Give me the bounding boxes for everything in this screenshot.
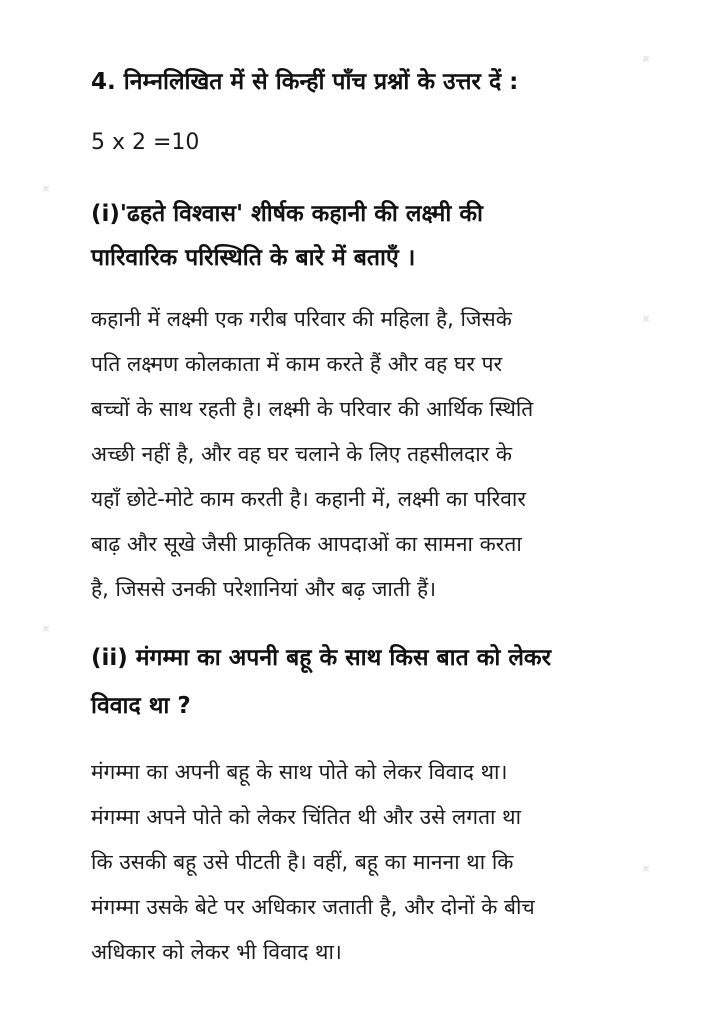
- answer-2-line-1: मंगम्मा का अपनी बहू के साथ पोते को लेकर विवाद था।: [91, 760, 508, 784]
- marks-scheme: 5 x 2 =10: [91, 130, 200, 155]
- answer-1-line-3: बच्चों के साथ रहती है। लक्ष्मी के परिवार की आर्थिक स्थिति: [91, 397, 534, 421]
- watermark: ✦: [635, 48, 658, 70]
- answer-1-line-5: यहाँ छोटे-मोटे काम करती है। कहानी में, लक्ष्मी का परिवार: [91, 487, 526, 511]
- question-2-line-2: विवाद था ?: [91, 693, 191, 719]
- question-1-line-1: (i)'ढहते विश्वास' शीर्षक कहानी की लक्ष्मी की: [91, 201, 484, 227]
- watermark: ✦: [635, 858, 658, 880]
- answer-2-line-5: अधिकार को लेकर भी विवाद था।: [91, 940, 342, 964]
- answer-1-line-7: है, जिससे उनकी परेशानियां और बढ़ जाती हैं।: [91, 577, 437, 601]
- answer-2-line-4: मंगम्मा उसके बेटे पर अधिकार जताती है, और दोनों के बीच: [91, 895, 535, 919]
- question-1-line-2: पारिवारिक परिस्थिति के बारे में बताएँ ।: [91, 245, 416, 271]
- answer-1-line-4: अच्छी नहीं है, और वह घर चलाने के लिए तहसीलदार के: [91, 442, 513, 466]
- watermark: ✦: [35, 618, 58, 640]
- answer-2-line-2: मंगम्मा अपने पोते को लेकर चिंतित थी और उसे लगता था: [91, 805, 522, 829]
- answer-1-line-1: कहानी में लक्ष्मी एक गरीब परिवार की महिला है, जिसके: [91, 307, 512, 331]
- watermark: ✦: [635, 308, 658, 330]
- section-instruction: 4. निम्नलिखित में से किन्हीं पाँच प्रश्नों के उत्तर दें :: [91, 69, 519, 95]
- answer-1-line-6: बाढ़ और सूखे जैसी प्राकृतिक आपदाओं का सामना करता: [91, 532, 522, 556]
- answer-2-line-3: कि उसकी बहू उसे पीटती है। वहीं, बहू का मानना था कि: [91, 850, 514, 874]
- answer-1-line-2: पति लक्ष्मण कोलकाता में काम करते हैं और वह घर पर: [91, 352, 503, 376]
- watermark: ✦: [35, 178, 58, 200]
- question-2-line-1: (ii) मंगम्मा का अपनी बहू के साथ किस बात को लेकर: [91, 645, 552, 671]
